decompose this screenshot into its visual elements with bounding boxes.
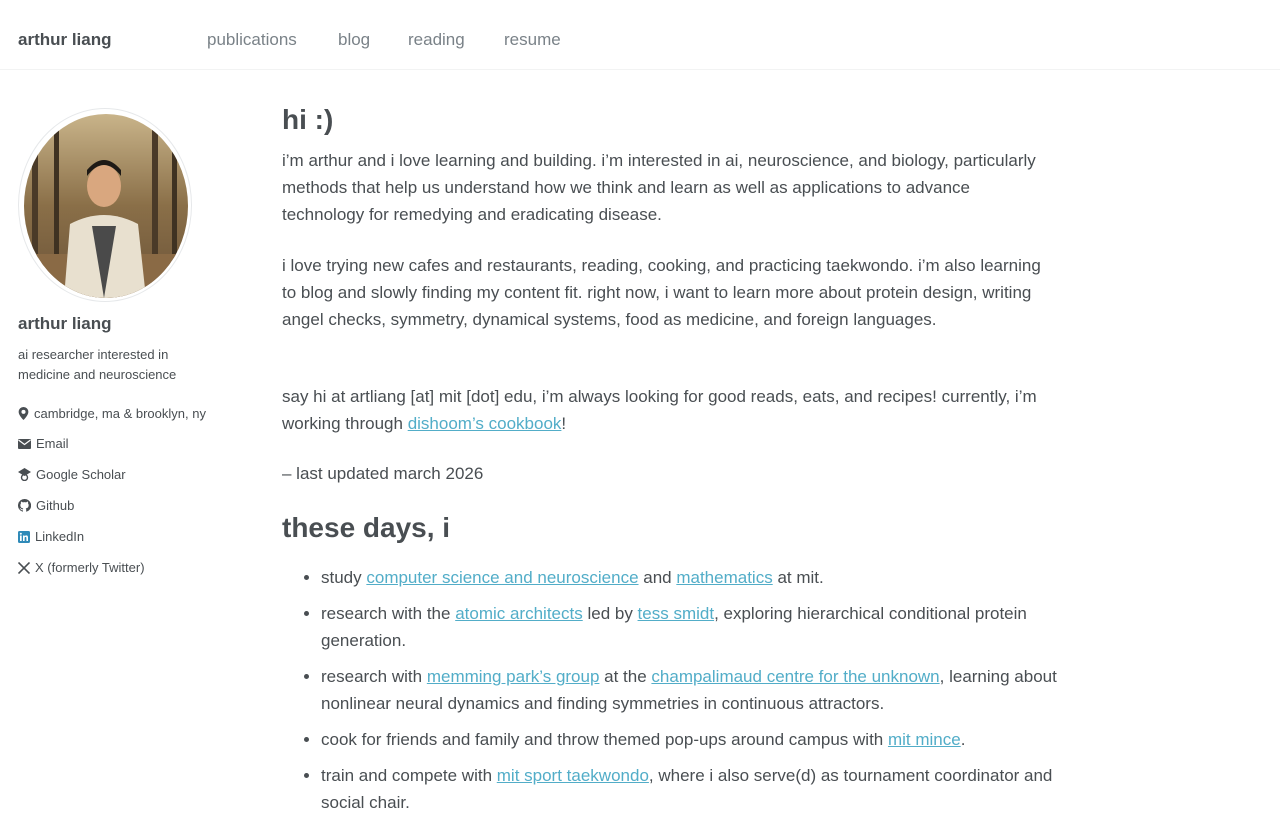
nav-publications[interactable]: publications [207,30,297,49]
linkedin-link[interactable] [18,529,84,544]
location [18,406,206,421]
scholar-icon [18,468,31,481]
author-name: arthur liang [18,314,112,333]
memming-park-group-link[interactable]: memming park’s group [426,667,600,686]
masthead [0,0,1280,70]
item-text: at mit. [772,568,824,587]
cs-neuro-link[interactable]: computer science and neuroscience [366,568,639,587]
list-item [282,600,1057,654]
mathematics-link[interactable]: mathematics [676,568,773,587]
contact-text: say hi at artliang [at] mit [dot] edu, i’m always looking for good reads, eats, and recipes! currently, i’m working through [282,387,1037,433]
tess-smidt-link[interactable]: tess smidt [637,604,715,623]
list-item [282,663,1057,717]
champalimaud-link[interactable]: champalimaud centre for the unknown [651,667,940,686]
page-title: hi :) [282,104,334,135]
nav-blog[interactable]: blog [338,30,371,49]
github-link[interactable] [18,498,74,513]
list-item [282,564,1057,591]
mit-taekwondo-link[interactable]: mit sport taekwondo [496,766,649,785]
item-text: . [960,730,966,749]
envelope-icon [18,439,31,449]
list-item [282,726,1057,753]
item-text: , learning about nonlinear neural dynamics and finding symmetries in continuous attractors. [321,667,1057,713]
email-label: Email [36,436,69,451]
item-text: at the [599,667,652,686]
item-text: , exploring hierarchical conditional protein generation. [321,604,1027,650]
last-updated: – last updated march 2026 [282,464,484,483]
item-text: led by [582,604,638,623]
dishoom-cookbook-link[interactable]: dishoom’s cookbook [407,414,562,433]
item-text: research with [321,667,427,686]
section-title: these days, i [282,512,451,543]
item-text: research with the [321,604,456,623]
site-title-link[interactable]: arthur liang [18,30,112,49]
item-text: cook for friends and family and throw themed pop-ups around campus with [321,730,888,749]
intro-paragraph: i’m arthur and i love learning and building. i’m interested in ai, neuroscience, and biology, particularly methods that help us understand how we think and learn as well as applications to advance technology for remedying and eradicating disease. [282,151,1036,224]
contact-text-end: ! [561,414,567,433]
github-icon [18,499,31,512]
contact-paragraph [282,383,1052,437]
x-icon [18,562,30,574]
item-text: train and compete with [321,766,497,785]
google-scholar-label: Google Scholar [36,467,126,482]
github-label: Github [36,498,75,513]
atomic-architects-link[interactable]: atomic architects [455,604,583,623]
author-bio: ai researcher interested in medicine and neuroscience [18,347,177,382]
list-item [282,762,1057,816]
x-twitter-link[interactable] [18,560,145,575]
nav-reading[interactable]: reading [408,30,465,49]
item-text: study [321,568,367,587]
linkedin-icon [18,531,30,543]
email-link[interactable] [18,436,69,451]
avatar-photo [24,114,188,298]
item-text: and [638,568,677,587]
interests-paragraph: i love trying new cafes and restaurants, reading, cooking, and practicing taekwondo. i’m also learning to blog and slowly finding my content fit. right now, i want to learn more about protein design, writing angel checks, symmetry, dynamical systems, food as medicine, and foreign languages. [282,256,1041,329]
google-scholar-link[interactable] [18,467,126,482]
linkedin-label: LinkedIn [35,529,85,544]
mit-mince-link[interactable]: mit mince [887,730,961,749]
item-text: , where i also serve(d) as tournament coordinator and social chair. [321,766,1053,812]
nav-resume[interactable]: resume [504,30,561,49]
avatar [18,108,192,302]
activities-list [282,564,1057,825]
location-text: cambridge, ma & brooklyn, ny [34,406,206,421]
map-marker-icon [18,407,29,420]
x-twitter-label: X (formerly Twitter) [35,560,145,575]
